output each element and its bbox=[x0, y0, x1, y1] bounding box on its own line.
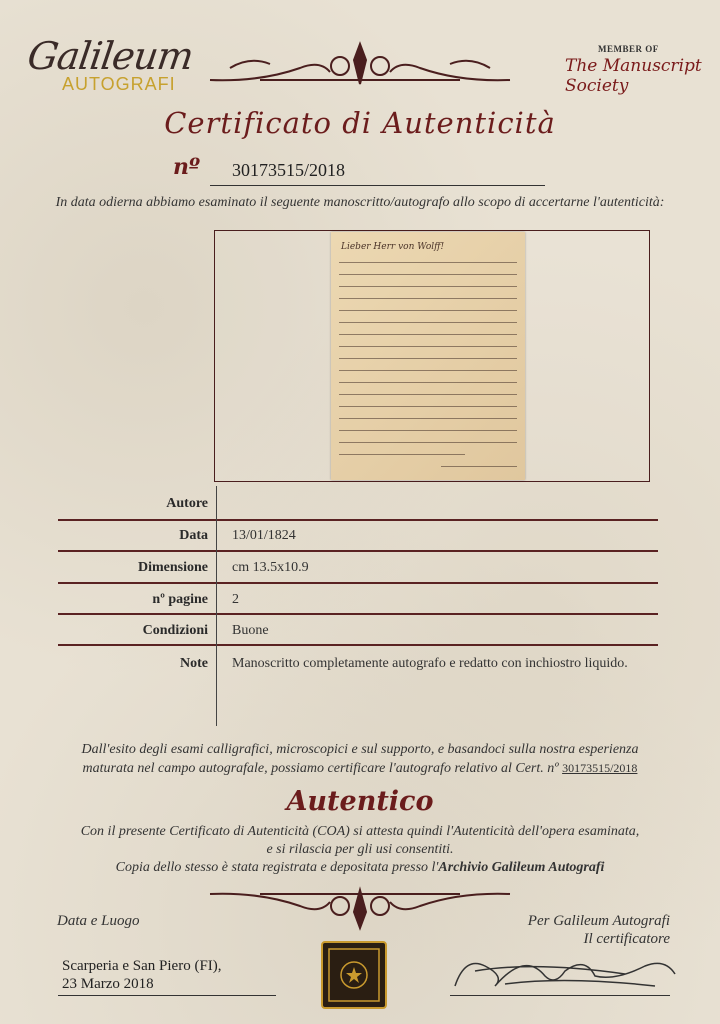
condition-label: Condizioni bbox=[142, 623, 208, 638]
notes-value: Manoscritto completamente autografo e redatto con inchiostro liquido. bbox=[232, 656, 628, 671]
conclusion-text bbox=[0, 740, 720, 778]
place-text: Scarperia e San Piero (FI), bbox=[62, 958, 222, 974]
dimension-label: Dimensione bbox=[138, 560, 208, 575]
date-label: Data bbox=[179, 528, 208, 543]
manuscript-greeting: Lieber Herr von Wolff! bbox=[341, 242, 445, 252]
date-place-underline bbox=[58, 995, 276, 996]
certificate-number: 30173515/2018 bbox=[232, 160, 346, 180]
signature-icon bbox=[445, 946, 685, 996]
coa-line-2: e si rilascia per gli usi consentiti. bbox=[266, 842, 454, 857]
dimension-value: cm 13.5x10.9 bbox=[232, 560, 309, 575]
verdict-autentico: Autentico bbox=[286, 786, 434, 817]
galileum-logo-subtitle: AUTOGRAFI bbox=[62, 74, 176, 94]
member-of-label: MEMBER OF bbox=[598, 44, 659, 54]
table-divider bbox=[58, 613, 658, 615]
table-column-divider bbox=[216, 486, 217, 726]
galileum-seal-icon bbox=[321, 941, 387, 1009]
certificate-number-label: nº bbox=[173, 154, 200, 180]
date-text: 23 Marzo 2018 bbox=[62, 976, 154, 992]
table-divider bbox=[58, 644, 658, 646]
pages-value: 2 bbox=[232, 592, 239, 607]
table-divider bbox=[58, 550, 658, 552]
page-title: Certificato di Autenticità bbox=[164, 106, 556, 140]
condition-value: Buone bbox=[232, 623, 269, 638]
signatory-label: Per Galileum Autografi bbox=[527, 913, 670, 929]
conclusion-line-2: maturata nel campo autografale, possiamo certificare l'autografo relativo al Cert. nº 30173515/2018 bbox=[82, 761, 638, 776]
coa-text bbox=[0, 823, 720, 877]
table-divider bbox=[58, 519, 658, 521]
coa-line-1: Con il presente Certificato di Autenticità (COA) si attesta quindi l'Autenticità dell'opera esaminata, bbox=[80, 824, 640, 839]
conclusion-line-1: Dall'esito degli esami calligrafici, microscopici e sul supporto, e basandoci sulla nostra esperienza bbox=[81, 742, 639, 757]
certificate-number-underline bbox=[210, 185, 545, 186]
signature-underline bbox=[450, 995, 670, 996]
table-divider bbox=[58, 582, 658, 584]
archive-name: Archivio Galileum Autografi bbox=[438, 860, 605, 875]
manuscript-society-logo: The Manuscript Society bbox=[565, 56, 702, 96]
certifier-label: Il certificatore bbox=[583, 931, 670, 947]
author-label: Autore bbox=[166, 496, 208, 511]
pages-label: nº pagine bbox=[152, 592, 208, 607]
coa-line-3: Copia dello stesso è stata registrata e depositata presso l'Archivio Galileum Autografi bbox=[115, 860, 605, 875]
intro-text: In data odierna abbiamo esaminato il seguente manoscritto/autografo allo scopo di accertarne l'autenticità: bbox=[55, 195, 665, 210]
galileum-logo: Galileum bbox=[24, 34, 196, 78]
date-value: 13/01/1824 bbox=[232, 528, 296, 543]
date-place-label: Data e Luogo bbox=[57, 913, 140, 929]
top-ornament-icon bbox=[200, 38, 520, 92]
notes-label: Note bbox=[180, 656, 208, 671]
manuscript-image bbox=[331, 232, 525, 480]
conclusion-cert-number: 30173515/2018 bbox=[562, 761, 638, 775]
